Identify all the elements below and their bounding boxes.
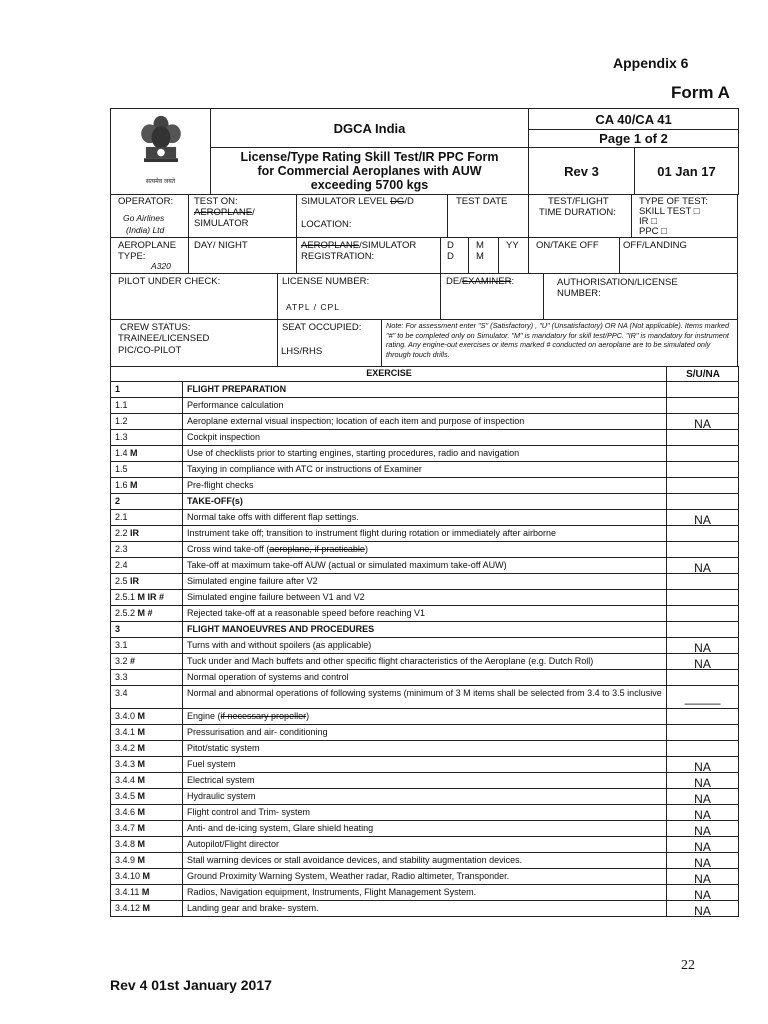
exercise-description-text: Radios, Navigation equipment, Instruments, Flight Management System. (187, 887, 477, 897)
mm-2: M (476, 251, 484, 262)
exercise-mark: M IR # (137, 592, 165, 602)
exercise-description (183, 382, 667, 398)
operator-value-1: Go Airlines (123, 213, 165, 223)
exercise-number-text: 1.3 (115, 432, 128, 442)
exercise-result[interactable] (667, 382, 739, 398)
exercise-description (183, 741, 667, 757)
exercise-description (183, 869, 667, 885)
exercise-result[interactable]: NA (667, 837, 739, 853)
de-prefix: DE/ (446, 276, 462, 287)
exercise-mark: M (137, 823, 146, 833)
exercise-number (111, 670, 183, 686)
exercise-number-text: 2.3 (115, 544, 128, 554)
exercise-description-text: Turns with and without spoilers (as applicable) (187, 640, 372, 650)
section-row (111, 622, 739, 638)
license-value: ATPL / CPL (286, 302, 340, 312)
ca-cell (529, 109, 739, 130)
exercise-result[interactable]: NA (667, 414, 739, 430)
exercise-result[interactable]: NA (667, 885, 739, 901)
exercise-number (111, 885, 183, 901)
exercise-number (111, 526, 183, 542)
exercise-description (183, 622, 667, 638)
emblem-motto: सत्यमेव जयते (145, 179, 176, 185)
exercise-description-text: Hydraulic system (187, 791, 256, 801)
exercise-row (111, 709, 739, 725)
exercise-description (183, 789, 667, 805)
exercise-mark: IR (130, 528, 140, 538)
form-title-line1: License/Type Rating Skill Test/IR PPC Form (240, 150, 499, 164)
exercise-row (111, 773, 739, 789)
exercise-number-text: 3.4.1 (115, 727, 138, 737)
off-landing-label: OFF/LANDING (623, 240, 687, 251)
exercise-result[interactable] (667, 542, 739, 558)
exercise-result[interactable]: NA (667, 869, 739, 885)
exercise-result[interactable]: NA (667, 510, 739, 526)
exercise-row (111, 741, 739, 757)
date-cell (635, 148, 739, 195)
exercise-number (111, 757, 183, 773)
exercise-description-text: Electrical system (187, 775, 255, 785)
mm-1: M (476, 240, 484, 251)
sim-level-text: SIMULATOR LEVEL (301, 196, 391, 207)
exercise-description (183, 901, 667, 917)
exercise-description-text: Landing gear and brake- system. (187, 903, 319, 913)
exercise-description-text: Stall warning devices or stall avoidance devices, and stability augmentation devices. (187, 855, 523, 865)
on-takeoff-label: ON/TAKE OFF (536, 240, 599, 251)
exercise-description (183, 414, 667, 430)
exercise-number-text: 1.4 (115, 448, 131, 458)
exercise-result[interactable] (667, 446, 739, 462)
dd-2: D (447, 251, 454, 262)
exercise-result[interactable]: NA (667, 853, 739, 869)
exercise-row (111, 574, 739, 590)
exercise-number (111, 542, 183, 558)
exercise-description (183, 398, 667, 414)
registration-simulator: /SIMULATOR (359, 240, 417, 251)
exercise-table (110, 366, 739, 917)
exercise-row (111, 670, 739, 686)
exercise-number (111, 869, 183, 885)
exercise-row (111, 789, 739, 805)
exercise-number-text: 3.4 (115, 688, 128, 698)
sim-level-label (301, 196, 414, 207)
exercise-mark: M (137, 807, 146, 817)
exercise-row (111, 757, 739, 773)
duration-label-2: TIME DURATION: (539, 207, 616, 218)
exercise-result[interactable]: NA (667, 805, 739, 821)
examiner-label (446, 276, 514, 287)
exercise-description (183, 510, 667, 526)
exercise-row (111, 853, 739, 869)
exercise-number-text: 3.2 (115, 656, 131, 666)
exercise-description (183, 686, 667, 709)
title-cell (211, 148, 529, 195)
exercise-description-text: Cross wind take-off ( (187, 544, 270, 554)
ppc-checkbox[interactable]: PPC □ (639, 226, 667, 237)
exercise-description-text: Pressurisation and air- conditioning (187, 727, 328, 737)
dd-1: D (447, 240, 454, 251)
exercise-number-text: 1.6 (115, 480, 131, 490)
exercise-description-after: ) (364, 544, 368, 554)
exercise-number (111, 773, 183, 789)
exercise-row (111, 558, 739, 574)
page-number: 22 (681, 958, 695, 973)
exercise-number (111, 837, 183, 853)
operator-value-2: (India) Ltd (126, 225, 165, 235)
day-night-label: DAY/ NIGHT (194, 240, 248, 251)
sim-level-d: /D (404, 196, 414, 207)
exercise-description (183, 773, 667, 789)
exercise-number-text: 3.4.12 (115, 903, 143, 913)
seat-value: LHS/RHS (281, 346, 323, 357)
examiner-struck: EXAMINER (461, 276, 512, 287)
exercise-result[interactable] (667, 741, 739, 757)
exercise-number-text: 1.1 (115, 400, 128, 410)
form-title-line3: exceeding 5700 kgs (310, 178, 429, 192)
revision-date: 01 Jan 17 (657, 163, 716, 179)
exercise-number-text: 2.5 (115, 576, 131, 586)
exercise-mark: M (130, 448, 138, 458)
ca-number: CA 40/CA 41 (595, 111, 672, 127)
license-label: LICENSE NUMBER: (282, 276, 370, 287)
exercise-number-text: 3.4.9 (115, 855, 138, 865)
exercise-number-text: 3.1 (115, 640, 128, 650)
exercise-number (111, 622, 183, 638)
exercise-number-text: 3.4.5 (115, 791, 138, 801)
exercise-result[interactable]: NA (667, 789, 739, 805)
exercise-number-text: 2.5.1 (115, 592, 138, 602)
skill-test-checkbox[interactable]: SKILL TEST □ (639, 206, 700, 217)
exercise-number (111, 725, 183, 741)
exercise-number-text: 2.1 (115, 512, 128, 522)
exercise-result[interactable] (667, 526, 739, 542)
exercise-mark: M # (137, 608, 153, 618)
exercise-result[interactable]: NA (667, 757, 739, 773)
exercise-number-text: 3.3 (115, 672, 128, 682)
test-on-slash: / (252, 207, 255, 218)
exercise-row (111, 638, 739, 654)
exercise-number (111, 430, 183, 446)
exercise-description-text: Taxying in compliance with ATC or instructions of Examiner (187, 464, 422, 474)
de-suffix: : (511, 276, 515, 287)
exercise-description-text: Normal take offs with different flap settings. (187, 512, 359, 522)
crew-label-3: PIC/CO-PILOT (118, 345, 182, 356)
exercise-description (183, 805, 667, 821)
exercise-description-text: Take-off at maximum take-off AUW (actual or simulated maximum take-off AUW) (187, 560, 507, 570)
exercise-description-text: Anti- and de-icing system, Glare shield heating (187, 823, 374, 833)
exercise-mark: M (130, 480, 138, 490)
exercise-number (111, 821, 183, 837)
exercise-row (111, 590, 739, 606)
exercise-row (111, 510, 739, 526)
page-indicator: Page 1 of 2 (599, 131, 668, 146)
exercise-description (183, 821, 667, 837)
section-row (111, 382, 739, 398)
exercise-description (183, 590, 667, 606)
exercise-result[interactable] (667, 590, 739, 606)
exercise-number-text: 3.4.7 (115, 823, 138, 833)
exercise-description (183, 526, 667, 542)
registration-aeroplane: AEROPLANE (301, 240, 360, 251)
exercise-number (111, 654, 183, 670)
exercise-description-text: Ground Proximity Warning System, Weather radar, Radio altimeter, Transponder. (187, 871, 510, 881)
ir-checkbox[interactable]: IR □ (639, 216, 657, 227)
exercise-description (183, 885, 667, 901)
exercise-description-text: Normal operation of systems and control (187, 672, 349, 682)
aeroplane-type-label-2: TYPE: (118, 251, 146, 262)
exercise-row (111, 725, 739, 741)
exercise-description-text: FLIGHT PREPARATION (187, 384, 287, 394)
exercise-row (111, 805, 739, 821)
exercise-mark: M (137, 759, 146, 769)
section-row (111, 494, 739, 510)
exercise-mark: M (142, 903, 151, 913)
exercise-number-text: 3 (115, 624, 121, 634)
duration-label-1: TEST/FLIGHT (548, 196, 609, 207)
exercise-header: EXERCISE (111, 367, 667, 382)
exercise-description (183, 709, 667, 725)
exercise-description-text: Use of checklists prior to starting engines, starting procedures, radio and navigation (187, 448, 520, 458)
exercise-result[interactable] (667, 430, 739, 446)
yy: YY (506, 240, 519, 251)
exercise-number (111, 462, 183, 478)
exercise-number-text: 2 (115, 496, 121, 506)
exercise-result[interactable] (667, 574, 739, 590)
exercise-number-text: 3.4.0 (115, 711, 138, 721)
auth-label-2: NUMBER: (557, 288, 601, 299)
form-title-line2: for Commercial Aeroplanes with AUW (257, 164, 482, 178)
header-table (110, 108, 739, 195)
exercise-mark: IR (130, 576, 140, 586)
exercise-description-text: Rejected take-off at a reasonable speed before reaching V1 (187, 608, 425, 618)
revision-footer: Rev 4 01st January 2017 (110, 977, 272, 993)
exercise-number (111, 398, 183, 414)
exercise-result[interactable] (667, 622, 739, 638)
exercise-result[interactable] (667, 462, 739, 478)
exercise-number (111, 478, 183, 494)
exercise-number (111, 789, 183, 805)
appendix-label: Appendix 6 (613, 55, 689, 71)
exercise-number (111, 558, 183, 574)
exercise-row (111, 606, 739, 622)
crew-label-2: TRAINEE/LICENSED (118, 333, 210, 344)
exercise-result[interactable]: NA (667, 901, 739, 917)
exercise-result[interactable]: NA (667, 821, 739, 837)
exercise-description (183, 670, 667, 686)
exercise-row (111, 821, 739, 837)
exercise-mark: M (142, 871, 151, 881)
exercise-description (183, 446, 667, 462)
exercise-mark: M (141, 887, 150, 897)
exercise-result[interactable] (667, 709, 739, 725)
exercise-result[interactable] (667, 725, 739, 741)
exercise-result[interactable]: NA (667, 558, 739, 574)
exercise-description (183, 430, 667, 446)
exercise-mark: M (137, 791, 146, 801)
exercise-description-after: ) (306, 711, 310, 721)
exercise-number-text: 3.4.4 (115, 775, 138, 785)
exercise-description (183, 606, 667, 622)
exercise-description-struck: if necessary propeller (220, 711, 307, 721)
state-emblem-icon (131, 113, 191, 179)
test-on-aeroplane: AEROPLANE (194, 207, 253, 218)
exercise-number (111, 901, 183, 917)
exercise-description-text: Performance calculation (187, 400, 284, 410)
exercise-row (111, 414, 739, 430)
exercise-row (111, 446, 739, 462)
exercise-result[interactable] (667, 398, 739, 414)
emblem-cell (111, 109, 211, 195)
exercise-row (111, 398, 739, 414)
exercise-row (111, 885, 739, 901)
exercise-description-text: Engine ( (187, 711, 221, 721)
aeroplane-type-value: A320 (151, 261, 171, 271)
exercise-number-text: 1.5 (115, 464, 128, 474)
exercise-description (183, 853, 667, 869)
location-label: LOCATION: (301, 219, 352, 230)
exercise-description-text: TAKE-OFF(s) (187, 496, 243, 506)
exercise-number-text: 3.4.11 (115, 887, 142, 897)
registration-label: REGISTRATION: (301, 251, 375, 262)
exercise-row (111, 837, 739, 853)
exercise-number-text: 3.4.8 (115, 839, 138, 849)
result-header: S/U/NA (667, 367, 739, 382)
exercise-number (111, 446, 183, 462)
exercise-number-text: 1 (115, 384, 121, 394)
exercise-description-text: FLIGHT MANOEUVRES AND PROCEDURES (187, 624, 375, 634)
exercise-number (111, 686, 183, 709)
exercise-result[interactable]: ——— (667, 686, 739, 709)
exercise-description-struck: aeroplane, if practicable (269, 544, 365, 554)
exercise-mark: M (137, 855, 146, 865)
exercise-mark: M (137, 839, 146, 849)
page-cell (529, 130, 739, 148)
exercise-result[interactable] (667, 494, 739, 510)
exercise-description (183, 574, 667, 590)
exercise-description-text: Aeroplane external visual inspection; location of each item and purpose of inspection (187, 416, 525, 426)
exercise-row (111, 869, 739, 885)
exercise-row (111, 526, 739, 542)
exercise-mark: M (137, 743, 146, 753)
exercise-mark: M (137, 727, 146, 737)
exercise-description-text: Simulated engine failure after V2 (187, 576, 318, 586)
test-on-options (194, 207, 255, 218)
form-label: Form A (671, 83, 730, 102)
exercise-description-text: Pre-flight checks (187, 480, 254, 490)
test-date-label: TEST DATE (456, 196, 508, 207)
exercise-number (111, 494, 183, 510)
exercise-number (111, 741, 183, 757)
date-dd-field[interactable] (440, 237, 469, 274)
exercise-header-row (111, 367, 739, 382)
exercise-number (111, 709, 183, 725)
exercise-description (183, 654, 667, 670)
exercise-number (111, 805, 183, 821)
assessment-note: Note: For assessment enter "S" (Satisfactory) , "U" (Unsatisfactory) OR NA (Not applicable). Items marked "#" to be completed only on Simulator. "M" is mandatory for skill test/PPC. "IR" is mandatory for instrument rating. Any engine-out exercises or items marked # conducted on aeroplane are to be simulated only through touch drills. (386, 321, 730, 359)
exercise-number-text: 3.4.3 (115, 759, 138, 769)
exercise-row (111, 901, 739, 917)
exercise-mark: # (130, 656, 136, 666)
exercise-description (183, 558, 667, 574)
exercise-result[interactable]: NA (667, 638, 739, 654)
test-on-simulator: SIMULATOR (194, 218, 249, 229)
test-on-label: TEST ON: (194, 196, 238, 207)
exercise-description (183, 638, 667, 654)
exercise-result[interactable] (667, 478, 739, 494)
exercise-description-text: Tuck under and Mach buffets and other specific flight characteristics of the Aeroplane (e.g. Dutch Roll) (187, 656, 594, 666)
exercise-number (111, 590, 183, 606)
exercise-row (111, 462, 739, 478)
exercise-description-text: Simulated engine failure between V1 and V2 (187, 592, 365, 602)
rev-cell (529, 148, 635, 195)
exercise-description (183, 478, 667, 494)
exercise-result[interactable]: NA (667, 654, 739, 670)
exercise-number (111, 574, 183, 590)
authority-cell (211, 109, 529, 148)
operator-label: OPERATOR: (118, 196, 174, 207)
exercise-description-text: Cockpit inspection (187, 432, 261, 442)
exercise-description (183, 837, 667, 853)
exercise-description (183, 725, 667, 741)
exercise-description-text: Autopilot/Flight director (187, 839, 280, 849)
exercise-number-text: 2.4 (115, 560, 128, 570)
exercise-number-text: 3.4.6 (115, 807, 138, 817)
exercise-number-text: 2.2 (115, 528, 131, 538)
exercise-row (111, 430, 739, 446)
exercise-description (183, 542, 667, 558)
exercise-number (111, 510, 183, 526)
exercise-row (111, 478, 739, 494)
exercise-description (183, 757, 667, 773)
exercise-number-text: 3.4.10 (115, 871, 143, 881)
exercise-description-text: Normal and abnormal operations of following systems (minimum of 3 M items shall be selected from 3.4 to 3.5 inclusive (187, 688, 662, 698)
exercise-result[interactable]: NA (667, 773, 739, 789)
type-of-test-label: TYPE OF TEST: (639, 196, 708, 207)
exercise-number (111, 414, 183, 430)
exercise-result[interactable] (667, 670, 739, 686)
exercise-number (111, 382, 183, 398)
aeroplane-type-label-1: AEROPLANE (118, 240, 177, 251)
authority-name: DGCA India (333, 120, 406, 136)
exercise-result[interactable] (667, 606, 739, 622)
sim-level-dg: DG (390, 196, 405, 207)
exercise-row (111, 686, 739, 709)
exercise-number-text: 2.5.2 (115, 608, 138, 618)
exercise-number (111, 853, 183, 869)
exercise-mark: M (137, 775, 146, 785)
exercise-number (111, 606, 183, 622)
exercise-description-text: Instrument take off; transition to instrument flight during rotation or immediately after airborne (187, 528, 557, 538)
exercise-number-text: 1.2 (115, 416, 128, 426)
pilot-label: PILOT UNDER CHECK: (118, 276, 221, 287)
exercise-description-text: Fuel system (187, 759, 236, 769)
seat-label: SEAT OCCUPIED: (282, 322, 362, 333)
exercise-row (111, 654, 739, 670)
exercise-description (183, 462, 667, 478)
exercise-description-text: Flight control and Trim- system (187, 807, 311, 817)
registration-type (301, 240, 416, 251)
auth-label-1: AUTHORISATION/LICENSE (557, 277, 678, 288)
exercise-row (111, 542, 739, 558)
exercise-description (183, 494, 667, 510)
crew-label-1: CREW STATUS: (120, 322, 191, 333)
exercise-number (111, 638, 183, 654)
exercise-description-text: Pitot/static system (187, 743, 260, 753)
revision: Rev 3 (564, 163, 599, 179)
exercise-mark: M (137, 711, 146, 721)
exercise-number-text: 3.4.2 (115, 743, 138, 753)
